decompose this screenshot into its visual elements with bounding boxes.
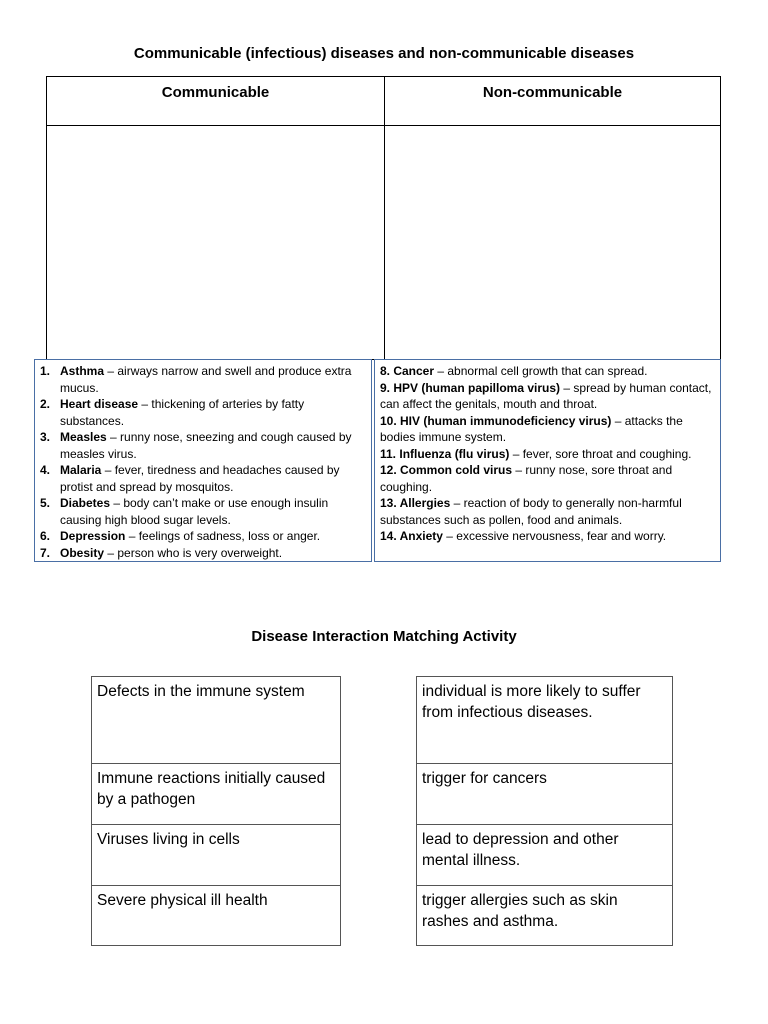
communicable-header: Communicable	[161, 84, 270, 101]
list-item: 3. Measles – runny nose, sneezing and cough caused by measles virus.	[40, 430, 352, 461]
list-item: 13. Allergies – reaction of body to generally non-harmful substances such as pollen, food and animals.	[380, 496, 682, 527]
disease-list-8-to-14	[374, 359, 721, 562]
list-item: 6. Depression – feelings of sadness, loss or anger.	[40, 529, 321, 543]
activity-title: Disease Interaction Matching Activity	[251, 628, 517, 645]
list-item: 1. Asthma – airways narrow and swell and produce extra mucus.	[40, 364, 352, 395]
cause-card[interactable]: Defects in the immune system	[91, 676, 341, 764]
non-communicable-header: Non-communicable	[482, 84, 623, 101]
non-communicable-answer-area[interactable]	[385, 126, 721, 359]
effect-card[interactable]: trigger for cancers	[416, 763, 673, 825]
communicable-answer-area[interactable]	[47, 126, 383, 359]
list-item: 8. Cancer – abnormal cell growth that can spread.	[380, 364, 648, 378]
list-item: 11. Influenza (flu virus) – fever, sore throat and coughing.	[380, 446, 692, 461]
list-item: 7. Obesity – person who is very overweight.	[40, 545, 283, 560]
list-item: 9. HPV (human papilloma virus) – spread by human contact, can affect the genitals, mouth and throat.	[380, 380, 712, 411]
list-item: 4. Malaria – fever, tiredness and headaches caused by protist and spread by mosquitos.	[40, 463, 340, 494]
cause-card[interactable]: Viruses living in cells	[91, 824, 341, 886]
sorting-table	[46, 76, 721, 360]
disease-list-1-to-7	[34, 359, 372, 562]
effect-card[interactable]: trigger allergies such as skin rashes and asthma.	[416, 885, 673, 946]
list-item: 12. Common cold virus – runny nose, sore throat and coughing.	[380, 463, 673, 494]
list-item: 14. Anxiety – excessive nervousness, fear and worry.	[380, 529, 667, 543]
list-item: 10. HIV (human immunodeficiency virus) – attacks the bodies immune system.	[380, 413, 683, 444]
list-item: 5. Diabetes – body can’t make or use enough insulin causing high blood sugar levels.	[40, 496, 329, 527]
worksheet-title: Communicable (infectious) diseases and non-communicable diseases	[133, 45, 635, 62]
cause-card[interactable]: Immune reactions initially caused by a pathogen	[91, 763, 341, 825]
list-item: 2. Heart disease – thickening of arteries by fatty substances.	[40, 397, 305, 428]
effect-card[interactable]: lead to depression and other mental illness.	[416, 824, 673, 886]
cause-card[interactable]: Severe physical ill health	[91, 885, 341, 946]
effect-card[interactable]: individual is more likely to suffer from infectious diseases.	[416, 676, 673, 764]
